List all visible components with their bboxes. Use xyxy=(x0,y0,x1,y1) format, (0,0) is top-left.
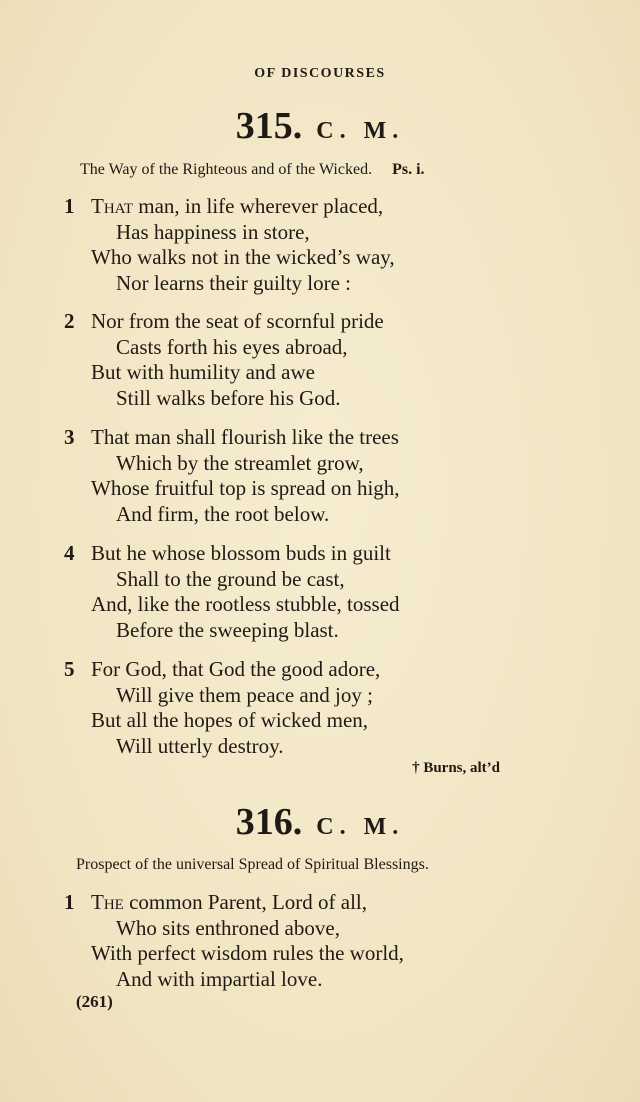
stanza-2 xyxy=(64,309,584,411)
verse-line: With perfect wisdom rules the world, xyxy=(91,941,404,965)
verse-line: Casts forth his eyes abroad, xyxy=(116,334,348,359)
verse-line: Which by the streamlet grow, xyxy=(116,450,364,475)
scripture-reference: Ps. i. xyxy=(392,161,425,178)
verse-line: But with humility and awe xyxy=(91,360,315,384)
hymn-316-title xyxy=(76,856,429,874)
running-head: OF DISCOURSES xyxy=(254,66,386,81)
verse-line: And with impartial love. xyxy=(116,966,323,991)
verse-line: 3 That man shall flourish like the trees xyxy=(64,425,399,449)
verse-line: 2 Nor from the seat of scornful pride xyxy=(64,309,384,333)
verse-line: 4 But he whose blossom buds in guilt xyxy=(64,541,391,565)
verse-line: Still walks before his God. xyxy=(116,385,341,410)
stanza-number: 1 xyxy=(64,194,75,218)
stanza-4 xyxy=(64,541,584,643)
verse-line: Who walks not in the wicked’s way, xyxy=(91,245,395,269)
verse-line: 1 The common Parent, Lord of all, xyxy=(64,890,368,914)
verse-line: Shall to the ground be cast, xyxy=(116,566,345,591)
verse-line: Has happiness in store, xyxy=(116,219,310,244)
hymn-number: 315. xyxy=(235,105,303,147)
stanza-1 xyxy=(64,890,584,992)
page-number: (261) xyxy=(76,992,113,1011)
verse-line: Who sits enthroned above, xyxy=(116,915,340,940)
stanza-1 xyxy=(64,194,584,296)
verse-line: Will give them peace and joy ; xyxy=(116,682,373,707)
stanza-number: 5 xyxy=(64,657,75,681)
verse-line: Nor learns their guilty lore : xyxy=(116,270,352,295)
verse-line: But all the hopes of wicked men, xyxy=(91,708,369,732)
hymn-315-heading xyxy=(0,104,640,148)
verse-line: And, like the rootless stubble, tossed xyxy=(91,592,400,616)
hymn-316-heading xyxy=(0,800,640,844)
first-word: The xyxy=(91,890,124,914)
verse-line: And firm, the root below. xyxy=(116,501,330,526)
verse-line: Will utterly destroy. xyxy=(116,733,284,758)
stanza-number: 1 xyxy=(64,890,75,914)
hymn-title: The Way of the Righteous and of the Wicked. xyxy=(80,161,373,178)
stanza-number: 3 xyxy=(64,425,75,449)
stanza-number: 4 xyxy=(64,541,75,565)
stanza-number: 2 xyxy=(64,309,75,333)
stanza-5 xyxy=(64,657,584,759)
verse-line: Before the sweeping blast. xyxy=(116,617,339,642)
verse-line: 5 For God, that God the good adore, xyxy=(64,657,381,681)
hymn-315-title xyxy=(80,161,425,179)
hymn-attribution: † Burns, alt’d xyxy=(412,760,500,776)
hymn-number: 316. xyxy=(235,801,303,843)
stanza-3 xyxy=(64,425,584,527)
hymn-title: Prospect of the universal Spread of Spiritual Blessings. xyxy=(76,856,429,873)
hymn-meter: C. M. xyxy=(316,118,405,144)
verse-line: 1 That man, in life wherever placed, xyxy=(64,194,384,218)
hymn-meter: C. M. xyxy=(316,814,405,840)
verse-line: Whose fruitful top is spread on high, xyxy=(91,476,400,500)
first-word: That xyxy=(91,194,133,218)
